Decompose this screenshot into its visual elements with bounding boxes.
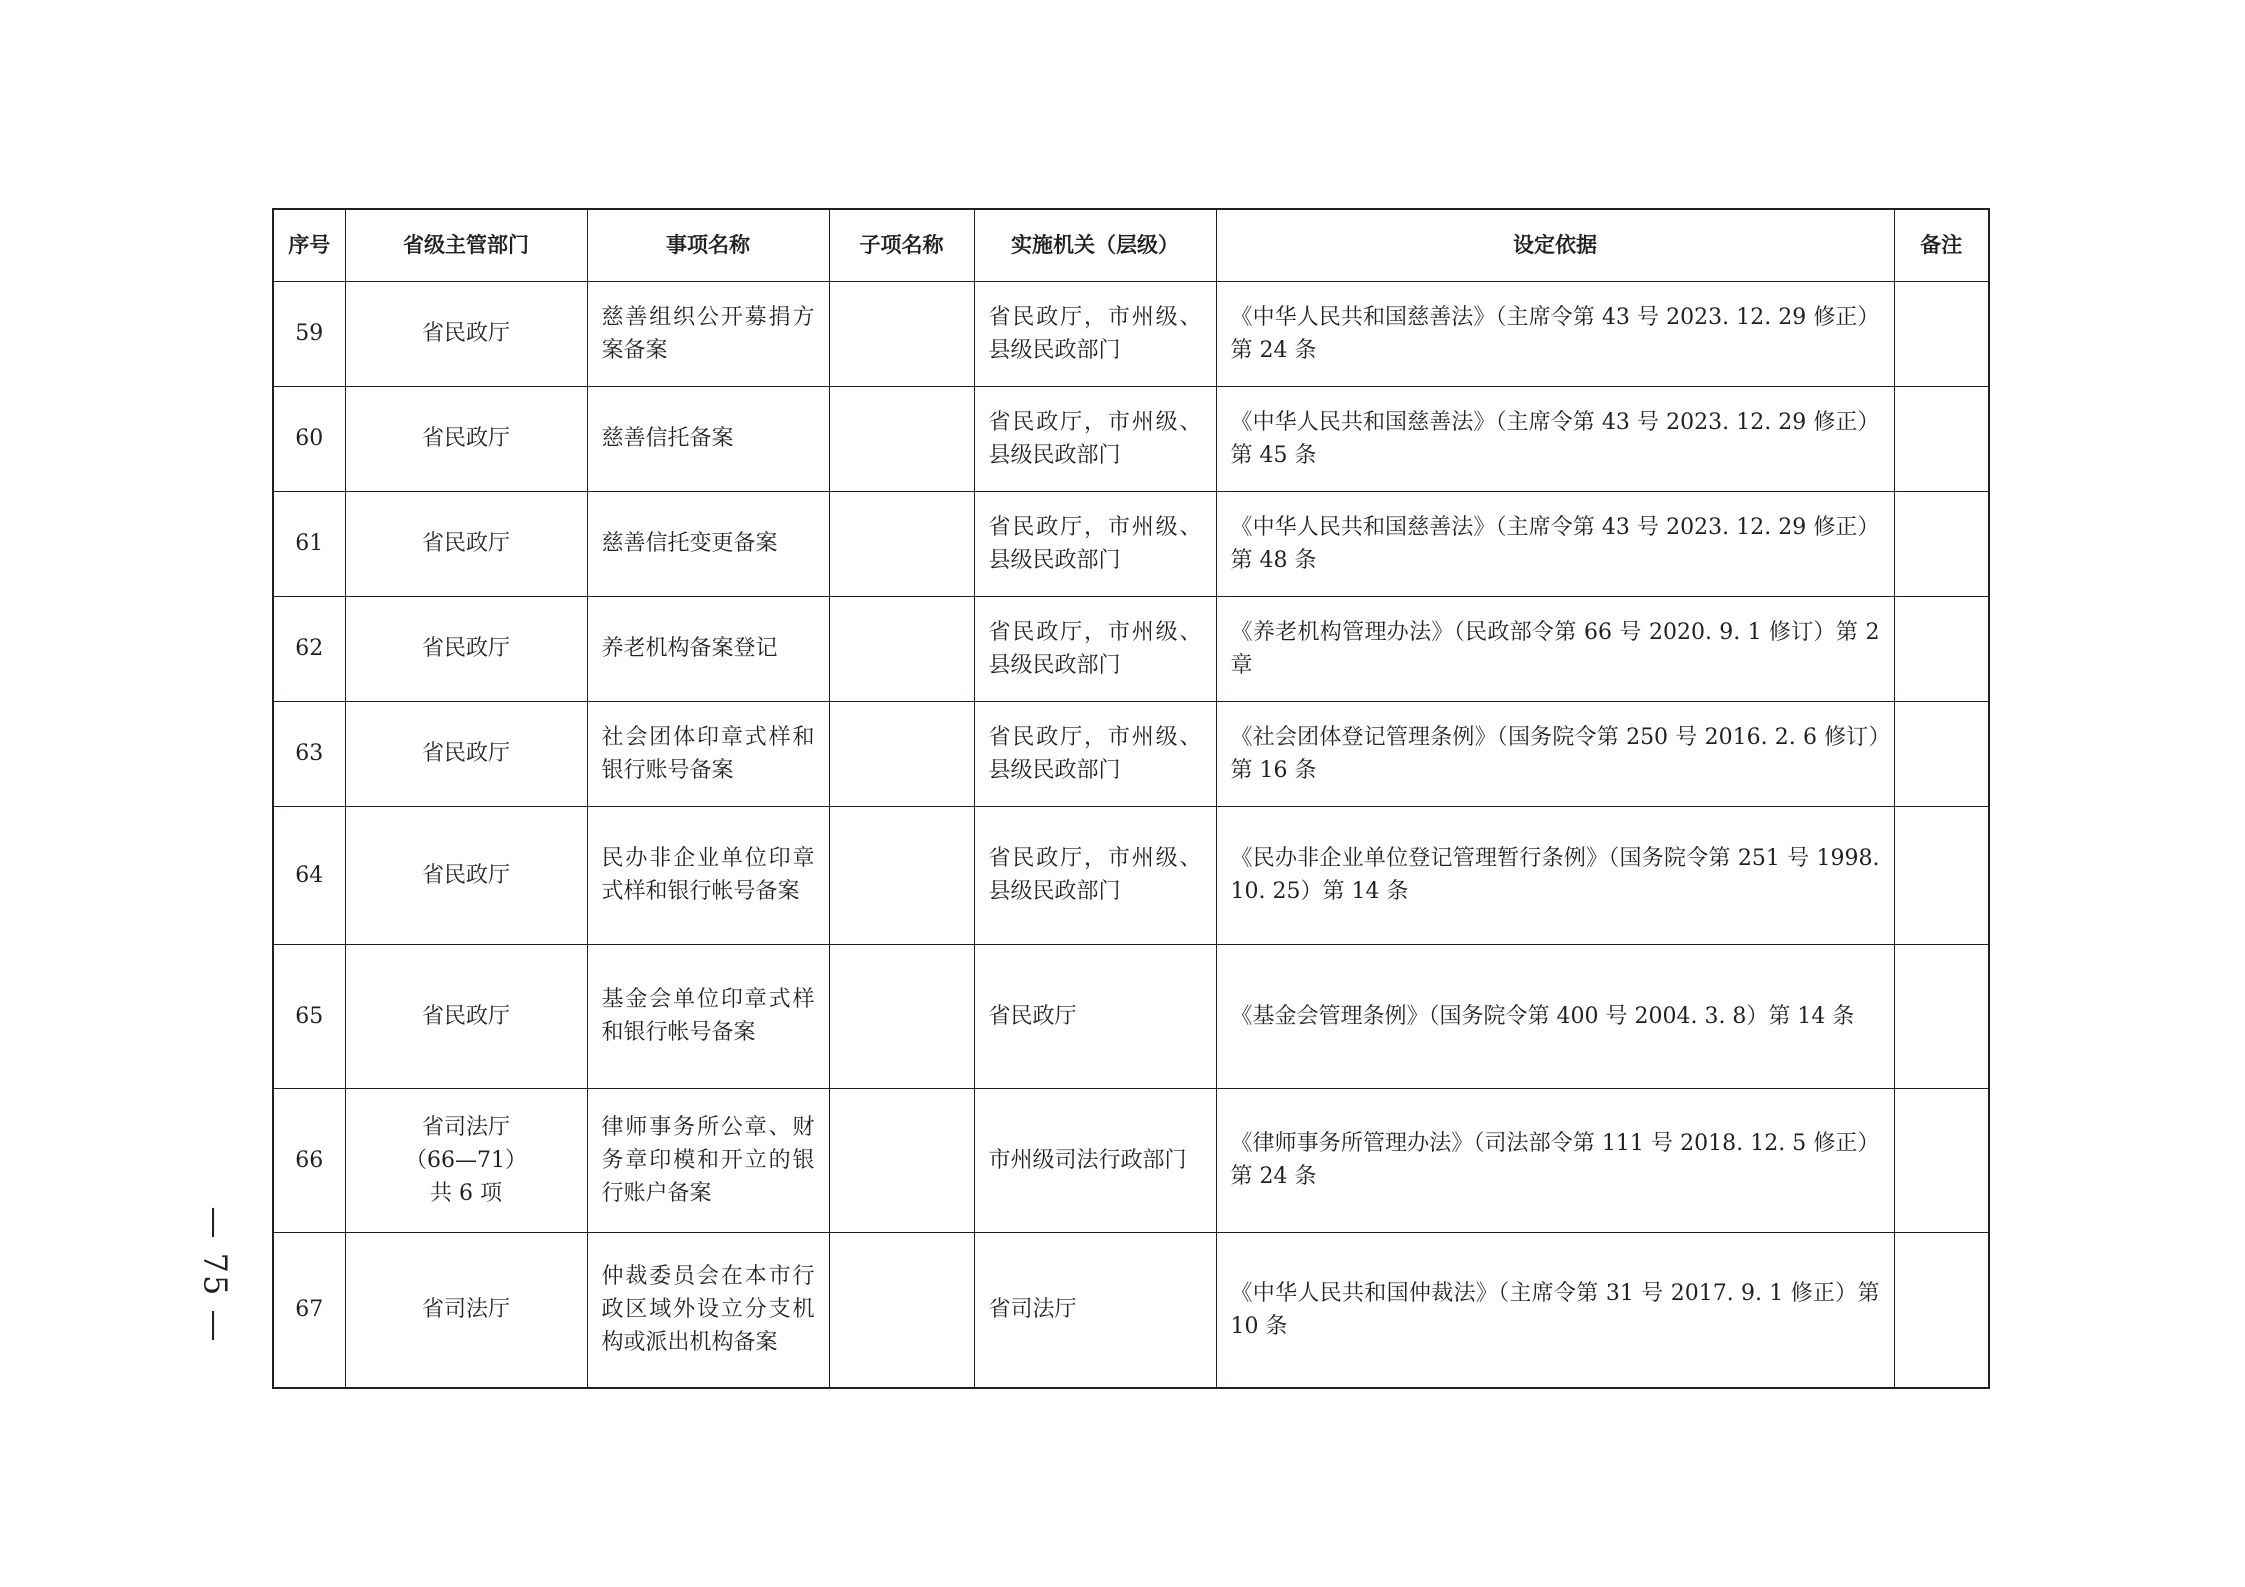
table-row — [273, 596, 1989, 701]
note-cell — [1894, 944, 1989, 1088]
legal-basis-cell: 《律师事务所管理办法》（司法部令第 111 号 2018. 12. 5 修正）第 24 条 — [1216, 1088, 1894, 1232]
sub-item-cell — [829, 491, 974, 596]
note-cell — [1894, 806, 1989, 944]
department-cell — [345, 386, 587, 491]
note-cell — [1894, 386, 1989, 491]
table-row — [273, 944, 1989, 1088]
header-sub-item: 子项名称 — [829, 209, 974, 281]
legal-basis-cell: 《中华人民共和国仲裁法》（主席令第 31 号 2017. 9. 1 修正）第 10 条 — [1216, 1232, 1894, 1388]
department-cell — [345, 701, 587, 806]
legal-basis-cell: 《养老机构管理办法》（民政部令第 66 号 2020. 9. 1 修订）第 2 章 — [1216, 596, 1894, 701]
department-cell — [345, 491, 587, 596]
table-row — [273, 806, 1989, 944]
table-row — [273, 491, 1989, 596]
legal-basis-cell: 《中华人民共和国慈善法》（主席令第 43 号 2023. 12. 29 修正）第 48 条 — [1216, 491, 1894, 596]
department-count-line: 共 6 项 — [430, 1180, 502, 1206]
sub-item-cell — [829, 1088, 974, 1232]
sub-item-cell — [829, 281, 974, 386]
department-cell — [345, 281, 587, 386]
page-number-text: — 75 — — [197, 1206, 235, 1344]
agency-cell: 省民政厅，市州级、县级民政部门 — [974, 806, 1216, 944]
sub-item-cell — [829, 1232, 974, 1388]
item-name-cell: 慈善组织公开募捐方案备案 — [587, 281, 829, 386]
note-cell — [1894, 1232, 1989, 1388]
legal-basis-cell: 《中华人民共和国慈善法》（主席令第 43 号 2023. 12. 29 修正）第 45 条 — [1216, 386, 1894, 491]
serial-cell: 59 — [273, 281, 345, 386]
table-row — [273, 1232, 1989, 1388]
department-line: 省民政厅 — [421, 636, 510, 661]
header-serial: 序号 — [273, 209, 345, 281]
header-item-name: 事项名称 — [587, 209, 829, 281]
department-line: 省民政厅 — [421, 426, 510, 451]
item-name-cell: 仲裁委员会在本市行政区域外设立分支机构或派出机构备案 — [587, 1232, 829, 1388]
department-cell — [345, 1232, 587, 1388]
note-cell — [1894, 281, 1989, 386]
item-name-cell: 慈善信托备案 — [587, 386, 829, 491]
legal-basis-cell: 《基金会管理条例》（国务院令第 400 号 2004. 3. 8）第 14 条 — [1216, 944, 1894, 1088]
note-cell — [1894, 596, 1989, 701]
department-cell — [345, 1088, 587, 1232]
sub-item-cell — [829, 806, 974, 944]
note-cell — [1894, 491, 1989, 596]
item-name-cell: 慈善信托变更备案 — [587, 491, 829, 596]
department-cell — [345, 944, 587, 1088]
table-row — [273, 281, 1989, 386]
department-line: 省民政厅 — [421, 531, 510, 556]
agency-cell: 省民政厅 — [974, 944, 1216, 1088]
sub-item-cell — [829, 944, 974, 1088]
department-line: 省民政厅 — [421, 741, 510, 766]
header-agency: 实施机关（层级） — [974, 209, 1216, 281]
agency-cell: 省司法厅 — [974, 1232, 1216, 1388]
serial-cell: 63 — [273, 701, 345, 806]
serial-cell: 65 — [273, 944, 345, 1088]
serial-cell: 60 — [273, 386, 345, 491]
sub-item-cell — [829, 596, 974, 701]
agency-cell: 省民政厅，市州级、县级民政部门 — [974, 596, 1216, 701]
serial-cell: 67 — [273, 1232, 345, 1388]
department-line: 省民政厅 — [421, 862, 510, 888]
note-cell — [1894, 1088, 1989, 1232]
legal-basis-cell: 《中华人民共和国慈善法》（主席令第 43 号 2023. 12. 29 修正）第 24 条 — [1216, 281, 1894, 386]
agency-cell: 省民政厅，市州级、县级民政部门 — [974, 386, 1216, 491]
item-name-cell: 基金会单位印章式样和银行帐号备案 — [587, 944, 829, 1088]
sub-item-cell — [829, 701, 974, 806]
department-line: 省司法厅 — [421, 1297, 510, 1323]
header-department: 省级主管部门 — [345, 209, 587, 281]
note-cell — [1894, 701, 1989, 806]
legal-basis-cell: 《民办非企业单位登记管理暂行条例》（国务院令第 251 号 1998. 10. 25）第 14 条 — [1216, 806, 1894, 944]
department-cell — [345, 806, 587, 944]
item-name-cell: 社会团体印章式样和银行账号备案 — [587, 701, 829, 806]
agency-cell: 市州级司法行政部门 — [974, 1088, 1216, 1232]
table-row — [273, 1088, 1989, 1232]
table-row — [273, 386, 1989, 491]
item-name-cell: 民办非企业单位印章式样和银行帐号备案 — [587, 806, 829, 944]
department-range-line: （66—71） — [405, 1147, 527, 1173]
item-name-cell: 养老机构备案登记 — [587, 596, 829, 701]
serial-cell: 61 — [273, 491, 345, 596]
page-number — [186, 1195, 246, 1355]
department-line: 省民政厅 — [421, 1003, 510, 1029]
department-line: 省司法厅 — [421, 1114, 510, 1140]
sub-item-cell — [829, 386, 974, 491]
agency-cell: 省民政厅，市州级、县级民政部门 — [974, 701, 1216, 806]
serial-cell: 64 — [273, 806, 345, 944]
header-legal-basis: 设定依据 — [1216, 209, 1894, 281]
table-row — [273, 701, 1989, 806]
department-cell — [345, 596, 587, 701]
item-name-cell: 律师事务所公章、财务章印模和开立的银行账户备案 — [587, 1088, 829, 1232]
agency-cell: 省民政厅，市州级、县级民政部门 — [974, 491, 1216, 596]
table-header-row — [273, 209, 1989, 281]
header-note: 备注 — [1894, 209, 1989, 281]
legal-basis-cell: 《社会团体登记管理条例》（国务院令第 250 号 2016. 2. 6 修订）第 16 条 — [1216, 701, 1894, 806]
filing-items-table — [272, 208, 1990, 1389]
department-line: 省民政厅 — [421, 321, 510, 346]
serial-cell: 66 — [273, 1088, 345, 1232]
serial-cell: 62 — [273, 596, 345, 701]
agency-cell: 省民政厅，市州级、县级民政部门 — [974, 281, 1216, 386]
